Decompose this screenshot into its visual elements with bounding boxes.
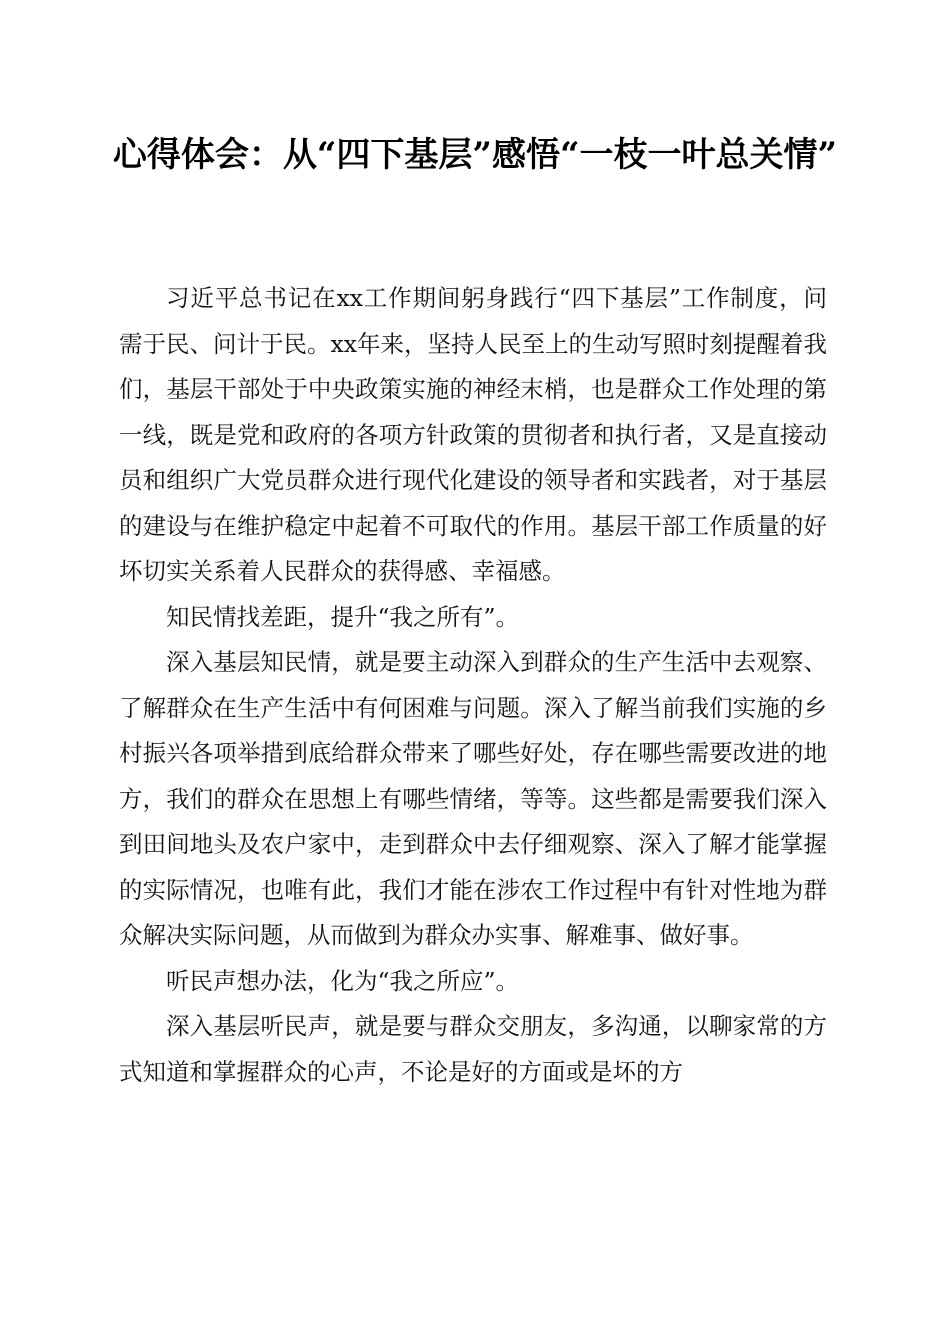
section-heading-2: 听民声想办法，化为“我之所应”。 [166,966,520,995]
section-heading-1: 知民情找差距，提升“我之所有”。 [166,602,520,631]
paragraph-section-2: 深入基层听民声，就是要与群众交朋友，多沟通，以聊家常的方式知道和掌握群众的心声，不论是好的方面或是坏的方 [119,1012,827,1086]
document-body [119,276,827,1095]
paragraph-section-1: 深入基层知民情，就是要主动深入到群众的生产生活中去观察、了解群众在生产生活中有何困难与问题。深入了解当前我们实施的乡村振兴各项举措到底给群众带来了哪些好处，存在哪些需要改进的地方，我们的群众在思想上有哪些情绪，等等。这些都是需要我们深入到田间地头及农户家中，走到群众中去仔细观察、深入了解才能掌握的实际情况，也唯有此，我们才能在涉农工作过程中有针对性地为群众解决实际问题，从而做到为群众办实事、解难事、做好事。 [119,648,827,949]
paragraph-intro: 习近平总书记在xx工作期间躬身践行“四下基层”工作制度，问需于民、问计于民。xx年来，坚持人民至上的生动写照时刻提醒着我们，基层干部处于中央政策实施的神经末梢，也是群众工作处理的第一线，既是党和政府的各项方针政策的贯彻者和执行者，又是直接动员和组织广大党员群众进行现代化建设的领导者和实践者，对于基层的建设与在维护稳定中起着不可取代的作用。基层干部工作质量的好坏切实关系着人民群众的获得感、幸福感。 [119,284,828,585]
document-title: 心得体会：从“四下基层”感悟“一枝一叶总关情” [112,135,838,175]
